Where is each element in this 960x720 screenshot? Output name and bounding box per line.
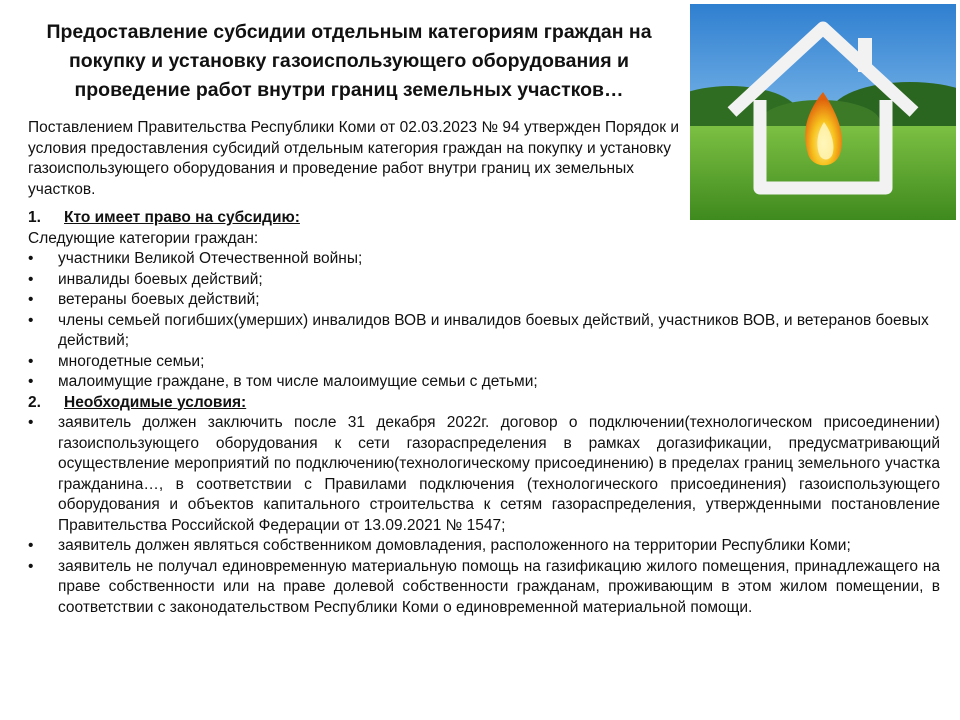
section-2-number: 2.	[28, 393, 41, 411]
list-item: • заявитель не получал единовременную материальную помощь на газификацию жилого помещения, принадлежащего на праве собственности или на праве долевой собственности гражданам, проживающим в этом жилом помещении, в соответствии с законодательством Республики Коми о единовременной материальной помощи.	[28, 557, 940, 619]
section-2-list	[28, 413, 940, 618]
house-with-gas-flame-icon	[690, 4, 956, 220]
list-item: • заявитель должен заключить после 31 декабря 2022г. договор о подключении(технологическом присоединении) газоиспользующего оборудования к сети газораспределения в рамках догазификации, предусматривающий осуществление мероприятий по подключению(технологическому присоединению) в пределах границ земельного участка гражданина…, в соответствии с Правилами подключения (технологического присоединения) газоиспользующего оборудования и объектов капитального строительства к сетям газораспределения, утвержденными постановление Правительства Российской Федерации от 13.09.2021 № 1547;	[28, 413, 940, 536]
list-item: • инвалиды боевых действий;	[28, 270, 940, 291]
house-flame-photo	[690, 4, 956, 220]
section-1-title: Кто имеет право на субсидию:	[64, 209, 300, 226]
list-item: • многодетные семьи;	[28, 352, 940, 373]
list-item: • ветераны боевых действий;	[28, 290, 940, 311]
list-item: • члены семьей погибших(умерших) инвалидов ВОВ и инвалидов боевых действий, участников ВОВ, и ветеранов боевых действий;	[28, 311, 940, 352]
list-item: • участники Великой Отечественной войны;	[28, 249, 940, 270]
list-item: • малоимущие граждане, в том числе малоимущие семьи с детьми;	[28, 372, 940, 393]
list-item: • заявитель должен являться собственником домовладения, расположенного на территории Республики Коми;	[28, 536, 940, 557]
section-1-number: 1.	[28, 209, 41, 226]
section-1-heading	[28, 208, 940, 229]
section-2-heading	[28, 393, 940, 414]
section-2-title: Необходимые условия:	[64, 393, 247, 411]
section-1-lead: Следующие категории граждан:	[28, 229, 259, 247]
main-content	[28, 208, 940, 618]
page-title: Предоставление субсидии отдельным категориям граждан на покупку и установку газоиспользующего оборудования и проведение работ внутри границ земельных участков…	[46, 21, 652, 101]
intro-paragraph: Поставлением Правительства Республики Коми от 02.03.2023 № 94 утвержден Порядок и условия предоставления субсидий отдельным категория граждан на покупку и установку газоиспользующего оборудования и проведение работ внутри границ их земельных участков.	[28, 119, 680, 198]
section-1-list	[28, 249, 940, 393]
